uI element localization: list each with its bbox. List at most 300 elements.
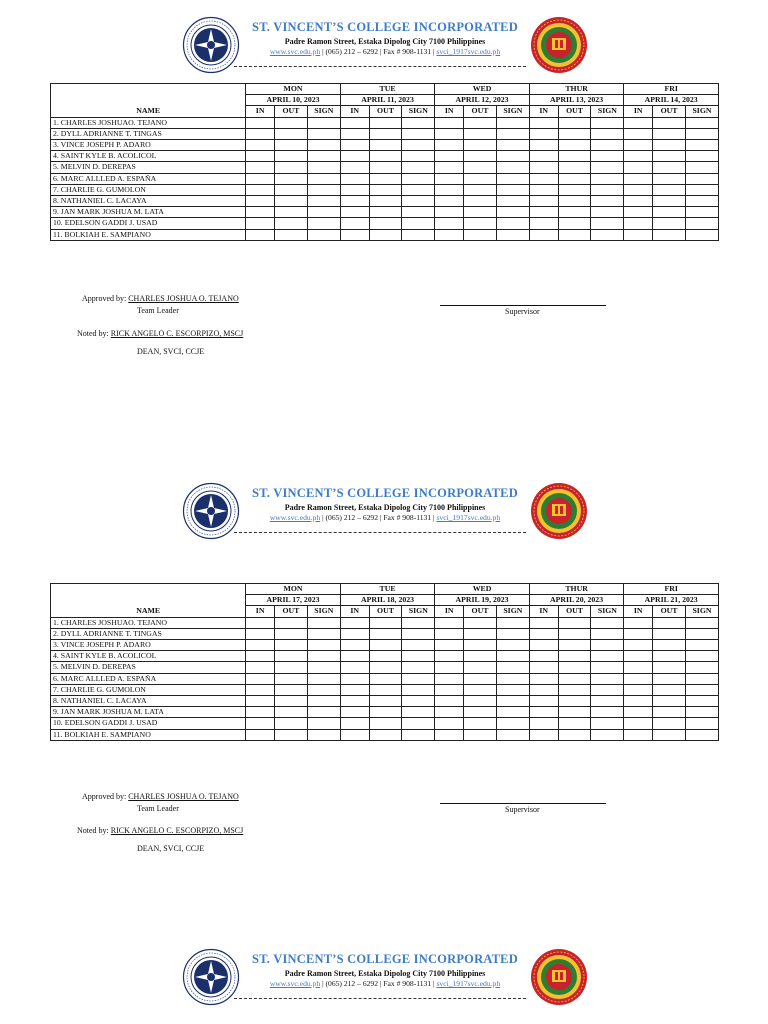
attendance-cell[interactable] <box>369 696 402 707</box>
attendance-cell[interactable] <box>685 184 718 195</box>
attendance-cell[interactable] <box>529 651 558 662</box>
attendance-cell[interactable] <box>591 162 624 173</box>
attendance-cell[interactable] <box>624 128 653 139</box>
attendance-cell[interactable] <box>496 651 529 662</box>
attendance-cell[interactable] <box>435 184 464 195</box>
attendance-cell[interactable] <box>435 696 464 707</box>
attendance-cell[interactable] <box>558 184 591 195</box>
attendance-cell[interactable] <box>529 628 558 639</box>
attendance-cell[interactable] <box>464 140 497 151</box>
email-link[interactable]: svci_1917svc.edu.ph <box>436 513 501 522</box>
attendance-cell[interactable] <box>402 218 435 229</box>
attendance-cell[interactable] <box>275 128 308 139</box>
attendance-cell[interactable] <box>369 662 402 673</box>
attendance-cell[interactable] <box>529 729 558 740</box>
attendance-cell[interactable] <box>653 662 686 673</box>
attendance-cell[interactable] <box>496 162 529 173</box>
attendance-cell[interactable] <box>529 151 558 162</box>
attendance-cell[interactable] <box>685 651 718 662</box>
attendance-cell[interactable] <box>307 173 340 184</box>
attendance-cell[interactable] <box>529 128 558 139</box>
attendance-cell[interactable] <box>624 640 653 651</box>
attendance-cell[interactable] <box>496 684 529 695</box>
attendance-cell[interactable] <box>624 196 653 207</box>
attendance-cell[interactable] <box>340 718 369 729</box>
attendance-cell[interactable] <box>624 729 653 740</box>
attendance-cell[interactable] <box>653 207 686 218</box>
attendance-cell[interactable] <box>369 140 402 151</box>
attendance-cell[interactable] <box>307 162 340 173</box>
attendance-cell[interactable] <box>340 173 369 184</box>
attendance-cell[interactable] <box>591 173 624 184</box>
attendance-cell[interactable] <box>653 617 686 628</box>
attendance-cell[interactable] <box>340 162 369 173</box>
attendance-cell[interactable] <box>558 218 591 229</box>
attendance-cell[interactable] <box>369 162 402 173</box>
attendance-cell[interactable] <box>558 140 591 151</box>
attendance-cell[interactable] <box>496 617 529 628</box>
attendance-cell[interactable] <box>275 640 308 651</box>
attendance-cell[interactable] <box>275 229 308 240</box>
attendance-cell[interactable] <box>591 229 624 240</box>
attendance-cell[interactable] <box>275 151 308 162</box>
attendance-cell[interactable] <box>496 229 529 240</box>
attendance-cell[interactable] <box>246 151 275 162</box>
attendance-cell[interactable] <box>529 218 558 229</box>
attendance-cell[interactable] <box>624 684 653 695</box>
attendance-cell[interactable] <box>496 184 529 195</box>
attendance-cell[interactable] <box>464 151 497 162</box>
attendance-cell[interactable] <box>402 207 435 218</box>
attendance-cell[interactable] <box>369 184 402 195</box>
attendance-cell[interactable] <box>402 729 435 740</box>
attendance-cell[interactable] <box>591 184 624 195</box>
attendance-cell[interactable] <box>246 162 275 173</box>
attendance-cell[interactable] <box>558 640 591 651</box>
attendance-cell[interactable] <box>653 628 686 639</box>
attendance-cell[interactable] <box>307 684 340 695</box>
attendance-cell[interactable] <box>402 662 435 673</box>
attendance-cell[interactable] <box>402 707 435 718</box>
attendance-cell[interactable] <box>402 173 435 184</box>
attendance-cell[interactable] <box>624 207 653 218</box>
attendance-cell[interactable] <box>685 617 718 628</box>
attendance-cell[interactable] <box>246 684 275 695</box>
attendance-cell[interactable] <box>402 117 435 128</box>
attendance-cell[interactable] <box>558 229 591 240</box>
attendance-cell[interactable] <box>529 196 558 207</box>
attendance-cell[interactable] <box>624 662 653 673</box>
attendance-cell[interactable] <box>464 617 497 628</box>
attendance-cell[interactable] <box>624 173 653 184</box>
attendance-cell[interactable] <box>369 151 402 162</box>
attendance-cell[interactable] <box>591 696 624 707</box>
attendance-cell[interactable] <box>246 718 275 729</box>
attendance-cell[interactable] <box>558 718 591 729</box>
attendance-cell[interactable] <box>685 196 718 207</box>
attendance-cell[interactable] <box>624 151 653 162</box>
attendance-cell[interactable] <box>340 707 369 718</box>
attendance-cell[interactable] <box>369 128 402 139</box>
attendance-cell[interactable] <box>275 196 308 207</box>
attendance-cell[interactable] <box>340 207 369 218</box>
attendance-cell[interactable] <box>246 640 275 651</box>
attendance-cell[interactable] <box>529 229 558 240</box>
attendance-cell[interactable] <box>307 207 340 218</box>
attendance-cell[interactable] <box>624 117 653 128</box>
attendance-cell[interactable] <box>340 140 369 151</box>
attendance-cell[interactable] <box>340 662 369 673</box>
attendance-cell[interactable] <box>496 128 529 139</box>
attendance-cell[interactable] <box>275 140 308 151</box>
attendance-cell[interactable] <box>496 117 529 128</box>
attendance-cell[interactable] <box>369 640 402 651</box>
attendance-cell[interactable] <box>529 184 558 195</box>
attendance-cell[interactable] <box>402 151 435 162</box>
attendance-cell[interactable] <box>653 673 686 684</box>
attendance-cell[interactable] <box>464 184 497 195</box>
attendance-cell[interactable] <box>435 640 464 651</box>
attendance-cell[interactable] <box>591 729 624 740</box>
attendance-cell[interactable] <box>529 707 558 718</box>
attendance-cell[interactable] <box>246 117 275 128</box>
attendance-cell[interactable] <box>529 117 558 128</box>
attendance-cell[interactable] <box>591 628 624 639</box>
attendance-cell[interactable] <box>307 617 340 628</box>
attendance-cell[interactable] <box>246 207 275 218</box>
attendance-cell[interactable] <box>340 218 369 229</box>
email-link[interactable]: svci_1917svc.edu.ph <box>436 47 501 56</box>
attendance-cell[interactable] <box>435 196 464 207</box>
attendance-cell[interactable] <box>624 617 653 628</box>
attendance-cell[interactable] <box>369 207 402 218</box>
attendance-cell[interactable] <box>496 640 529 651</box>
attendance-cell[interactable] <box>464 673 497 684</box>
attendance-cell[interactable] <box>307 696 340 707</box>
attendance-cell[interactable] <box>496 696 529 707</box>
attendance-cell[interactable] <box>591 117 624 128</box>
attendance-cell[interactable] <box>653 640 686 651</box>
attendance-cell[interactable] <box>685 640 718 651</box>
attendance-cell[interactable] <box>624 718 653 729</box>
attendance-cell[interactable] <box>653 729 686 740</box>
attendance-cell[interactable] <box>464 162 497 173</box>
attendance-cell[interactable] <box>624 184 653 195</box>
attendance-cell[interactable] <box>369 218 402 229</box>
website-link[interactable]: www.svc.edu.ph <box>269 979 321 988</box>
attendance-cell[interactable] <box>624 218 653 229</box>
attendance-cell[interactable] <box>529 162 558 173</box>
attendance-cell[interactable] <box>435 128 464 139</box>
attendance-cell[interactable] <box>307 117 340 128</box>
attendance-cell[interactable] <box>653 696 686 707</box>
attendance-cell[interactable] <box>307 218 340 229</box>
attendance-cell[interactable] <box>685 207 718 218</box>
attendance-cell[interactable] <box>529 684 558 695</box>
attendance-cell[interactable] <box>496 218 529 229</box>
attendance-cell[interactable] <box>275 617 308 628</box>
attendance-cell[interactable] <box>275 729 308 740</box>
attendance-cell[interactable] <box>591 207 624 218</box>
attendance-cell[interactable] <box>496 628 529 639</box>
attendance-cell[interactable] <box>591 128 624 139</box>
attendance-cell[interactable] <box>496 729 529 740</box>
attendance-cell[interactable] <box>496 707 529 718</box>
attendance-cell[interactable] <box>558 117 591 128</box>
attendance-cell[interactable] <box>653 117 686 128</box>
attendance-cell[interactable] <box>246 173 275 184</box>
attendance-cell[interactable] <box>340 196 369 207</box>
attendance-cell[interactable] <box>402 162 435 173</box>
attendance-cell[interactable] <box>307 718 340 729</box>
attendance-cell[interactable] <box>685 707 718 718</box>
attendance-cell[interactable] <box>591 651 624 662</box>
attendance-cell[interactable] <box>435 218 464 229</box>
attendance-cell[interactable] <box>402 684 435 695</box>
attendance-cell[interactable] <box>685 128 718 139</box>
attendance-cell[interactable] <box>340 617 369 628</box>
attendance-cell[interactable] <box>529 673 558 684</box>
attendance-cell[interactable] <box>402 718 435 729</box>
attendance-cell[interactable] <box>340 128 369 139</box>
attendance-cell[interactable] <box>435 628 464 639</box>
attendance-cell[interactable] <box>275 696 308 707</box>
attendance-cell[interactable] <box>496 673 529 684</box>
attendance-cell[interactable] <box>307 184 340 195</box>
attendance-cell[interactable] <box>624 673 653 684</box>
attendance-cell[interactable] <box>624 162 653 173</box>
attendance-cell[interactable] <box>529 173 558 184</box>
attendance-cell[interactable] <box>558 628 591 639</box>
attendance-cell[interactable] <box>246 128 275 139</box>
attendance-cell[interactable] <box>558 196 591 207</box>
attendance-cell[interactable] <box>591 218 624 229</box>
attendance-cell[interactable] <box>275 651 308 662</box>
attendance-cell[interactable] <box>402 617 435 628</box>
attendance-cell[interactable] <box>496 207 529 218</box>
attendance-cell[interactable] <box>369 707 402 718</box>
attendance-cell[interactable] <box>435 617 464 628</box>
attendance-cell[interactable] <box>624 696 653 707</box>
attendance-cell[interactable] <box>435 151 464 162</box>
attendance-cell[interactable] <box>685 729 718 740</box>
attendance-cell[interactable] <box>685 151 718 162</box>
attendance-cell[interactable] <box>558 729 591 740</box>
attendance-cell[interactable] <box>246 729 275 740</box>
attendance-cell[interactable] <box>275 684 308 695</box>
attendance-cell[interactable] <box>591 617 624 628</box>
attendance-cell[interactable] <box>591 640 624 651</box>
attendance-cell[interactable] <box>307 662 340 673</box>
attendance-cell[interactable] <box>307 707 340 718</box>
attendance-cell[interactable] <box>246 673 275 684</box>
attendance-cell[interactable] <box>685 173 718 184</box>
attendance-cell[interactable] <box>496 173 529 184</box>
attendance-cell[interactable] <box>275 162 308 173</box>
attendance-cell[interactable] <box>307 640 340 651</box>
attendance-cell[interactable] <box>340 151 369 162</box>
attendance-cell[interactable] <box>435 662 464 673</box>
attendance-cell[interactable] <box>275 673 308 684</box>
attendance-cell[interactable] <box>464 729 497 740</box>
attendance-cell[interactable] <box>529 640 558 651</box>
attendance-cell[interactable] <box>558 162 591 173</box>
attendance-cell[interactable] <box>558 696 591 707</box>
attendance-cell[interactable] <box>340 684 369 695</box>
attendance-cell[interactable] <box>275 218 308 229</box>
attendance-cell[interactable] <box>558 707 591 718</box>
attendance-cell[interactable] <box>558 173 591 184</box>
attendance-cell[interactable] <box>369 117 402 128</box>
attendance-cell[interactable] <box>340 696 369 707</box>
attendance-cell[interactable] <box>558 651 591 662</box>
attendance-cell[interactable] <box>307 151 340 162</box>
attendance-cell[interactable] <box>685 696 718 707</box>
attendance-cell[interactable] <box>464 173 497 184</box>
attendance-cell[interactable] <box>591 151 624 162</box>
attendance-cell[interactable] <box>464 128 497 139</box>
attendance-cell[interactable] <box>275 707 308 718</box>
attendance-cell[interactable] <box>340 628 369 639</box>
attendance-cell[interactable] <box>369 196 402 207</box>
attendance-cell[interactable] <box>529 696 558 707</box>
attendance-cell[interactable] <box>496 196 529 207</box>
attendance-cell[interactable] <box>402 184 435 195</box>
attendance-cell[interactable] <box>529 718 558 729</box>
attendance-cell[interactable] <box>246 218 275 229</box>
attendance-cell[interactable] <box>246 651 275 662</box>
attendance-cell[interactable] <box>685 662 718 673</box>
attendance-cell[interactable] <box>246 229 275 240</box>
attendance-cell[interactable] <box>624 140 653 151</box>
attendance-cell[interactable] <box>435 207 464 218</box>
attendance-cell[interactable] <box>591 718 624 729</box>
attendance-cell[interactable] <box>558 207 591 218</box>
attendance-cell[interactable] <box>558 151 591 162</box>
attendance-cell[interactable] <box>435 117 464 128</box>
attendance-cell[interactable] <box>307 229 340 240</box>
attendance-cell[interactable] <box>653 162 686 173</box>
attendance-cell[interactable] <box>340 651 369 662</box>
attendance-cell[interactable] <box>402 229 435 240</box>
attendance-cell[interactable] <box>369 617 402 628</box>
attendance-cell[interactable] <box>529 207 558 218</box>
attendance-cell[interactable] <box>464 707 497 718</box>
attendance-cell[interactable] <box>653 718 686 729</box>
attendance-cell[interactable] <box>464 117 497 128</box>
attendance-cell[interactable] <box>369 229 402 240</box>
attendance-cell[interactable] <box>653 196 686 207</box>
attendance-cell[interactable] <box>435 140 464 151</box>
attendance-cell[interactable] <box>307 128 340 139</box>
attendance-cell[interactable] <box>275 628 308 639</box>
attendance-cell[interactable] <box>464 718 497 729</box>
attendance-cell[interactable] <box>275 173 308 184</box>
attendance-cell[interactable] <box>558 662 591 673</box>
attendance-cell[interactable] <box>307 729 340 740</box>
attendance-cell[interactable] <box>464 696 497 707</box>
attendance-cell[interactable] <box>435 651 464 662</box>
attendance-cell[interactable] <box>653 184 686 195</box>
attendance-cell[interactable] <box>464 640 497 651</box>
attendance-cell[interactable] <box>685 162 718 173</box>
attendance-cell[interactable] <box>558 617 591 628</box>
attendance-cell[interactable] <box>369 628 402 639</box>
attendance-cell[interactable] <box>653 128 686 139</box>
attendance-cell[interactable] <box>402 196 435 207</box>
attendance-cell[interactable] <box>653 684 686 695</box>
attendance-cell[interactable] <box>653 651 686 662</box>
attendance-cell[interactable] <box>275 662 308 673</box>
attendance-cell[interactable] <box>246 628 275 639</box>
attendance-cell[interactable] <box>529 617 558 628</box>
attendance-cell[interactable] <box>591 673 624 684</box>
attendance-cell[interactable] <box>496 718 529 729</box>
website-link[interactable]: www.svc.edu.ph <box>269 513 321 522</box>
attendance-cell[interactable] <box>369 718 402 729</box>
attendance-cell[interactable] <box>246 184 275 195</box>
attendance-cell[interactable] <box>529 662 558 673</box>
attendance-cell[interactable] <box>464 662 497 673</box>
attendance-cell[interactable] <box>685 117 718 128</box>
attendance-cell[interactable] <box>435 229 464 240</box>
attendance-cell[interactable] <box>275 718 308 729</box>
attendance-cell[interactable] <box>275 207 308 218</box>
attendance-cell[interactable] <box>369 729 402 740</box>
attendance-cell[interactable] <box>435 673 464 684</box>
attendance-cell[interactable] <box>402 673 435 684</box>
attendance-cell[interactable] <box>496 151 529 162</box>
attendance-cell[interactable] <box>435 707 464 718</box>
attendance-cell[interactable] <box>340 229 369 240</box>
attendance-cell[interactable] <box>685 718 718 729</box>
attendance-cell[interactable] <box>275 184 308 195</box>
attendance-cell[interactable] <box>464 628 497 639</box>
attendance-cell[interactable] <box>369 673 402 684</box>
attendance-cell[interactable] <box>435 173 464 184</box>
email-link[interactable]: svci_1917svc.edu.ph <box>436 979 501 988</box>
attendance-cell[interactable] <box>340 117 369 128</box>
attendance-cell[interactable] <box>246 140 275 151</box>
attendance-cell[interactable] <box>307 140 340 151</box>
attendance-cell[interactable] <box>624 651 653 662</box>
attendance-cell[interactable] <box>591 662 624 673</box>
attendance-cell[interactable] <box>246 662 275 673</box>
attendance-cell[interactable] <box>435 718 464 729</box>
attendance-cell[interactable] <box>624 707 653 718</box>
attendance-cell[interactable] <box>435 162 464 173</box>
attendance-cell[interactable] <box>529 140 558 151</box>
attendance-cell[interactable] <box>624 628 653 639</box>
attendance-cell[interactable] <box>624 229 653 240</box>
attendance-cell[interactable] <box>369 651 402 662</box>
attendance-cell[interactable] <box>307 651 340 662</box>
attendance-cell[interactable] <box>653 173 686 184</box>
attendance-cell[interactable] <box>653 218 686 229</box>
attendance-cell[interactable] <box>340 640 369 651</box>
attendance-cell[interactable] <box>402 628 435 639</box>
attendance-cell[interactable] <box>558 684 591 695</box>
attendance-cell[interactable] <box>275 117 308 128</box>
attendance-cell[interactable] <box>685 628 718 639</box>
website-link[interactable]: www.svc.edu.ph <box>269 47 321 56</box>
attendance-cell[interactable] <box>246 617 275 628</box>
attendance-cell[interactable] <box>591 196 624 207</box>
attendance-cell[interactable] <box>685 684 718 695</box>
attendance-cell[interactable] <box>653 140 686 151</box>
attendance-cell[interactable] <box>591 684 624 695</box>
attendance-cell[interactable] <box>591 140 624 151</box>
